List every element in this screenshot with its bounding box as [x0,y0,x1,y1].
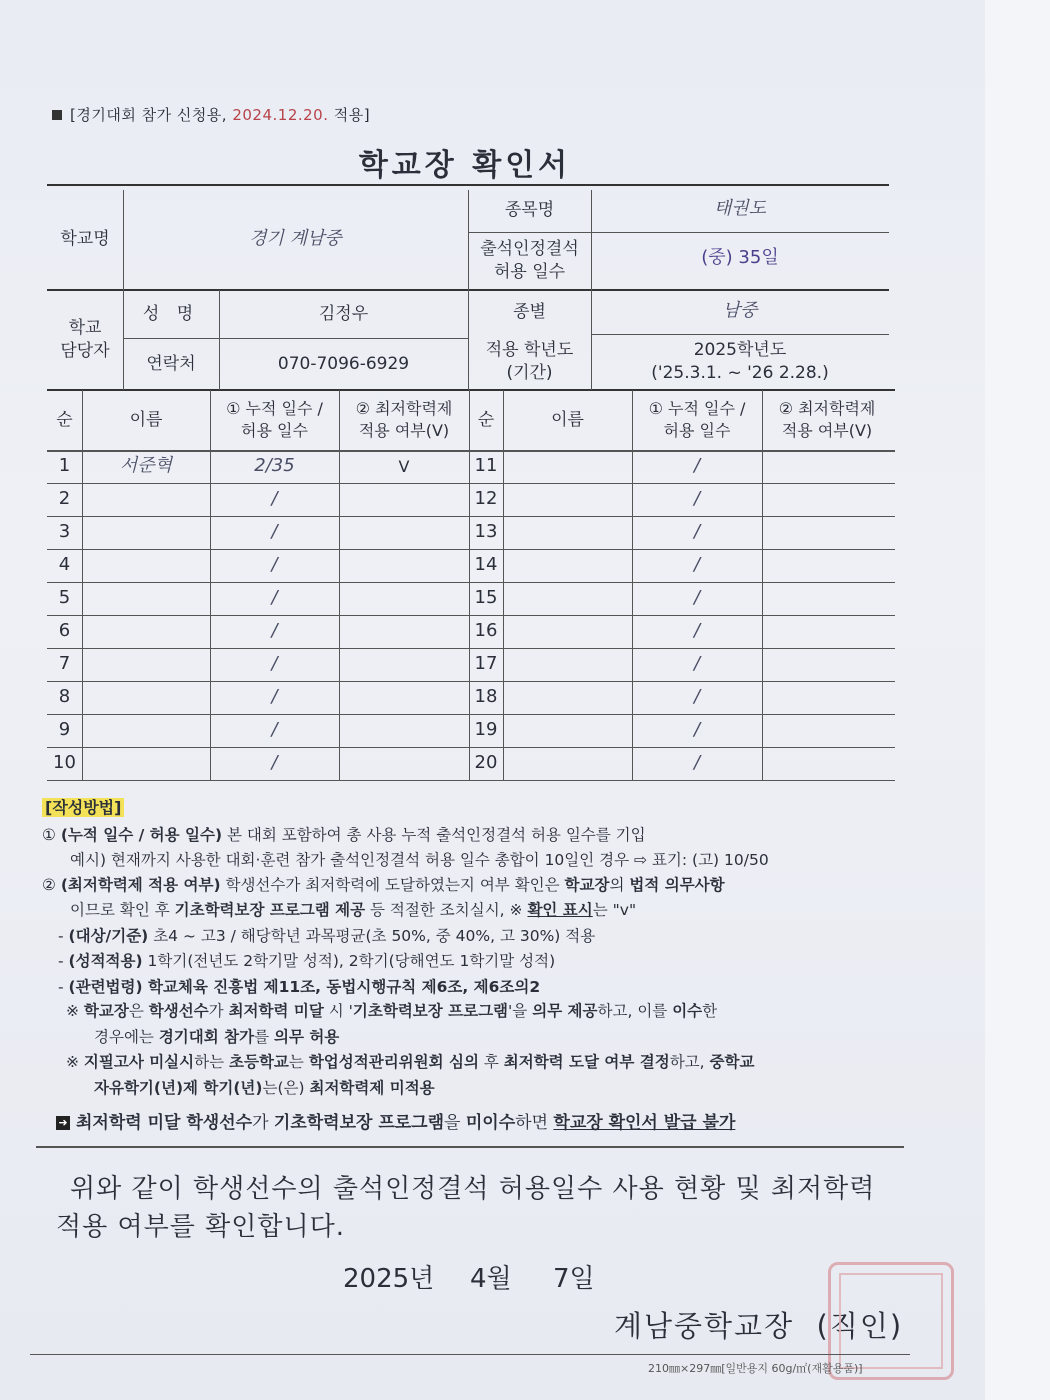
contact-label: 연락처 [146,353,196,374]
row-check [339,516,469,549]
row-days: / [693,521,701,543]
row-name [82,582,210,615]
method-bottom-rule [36,1146,904,1148]
header-note-date: 2024.12.20. [232,106,329,124]
header-note: [경기대회 참가 신청용, 2024.12.20. 적용] [52,104,370,125]
school-value: 경기 계남중 [249,228,342,250]
row-name [82,714,210,747]
method-line-7: - (관련법령) 학교체육 진흥법 제11조, 동법시행규칙 제6조, 제6조의2 [58,978,541,996]
statement-line-2: 적용 여부를 확인합니다. [56,1212,345,1242]
paper-edge [985,0,1050,1400]
method-line-1: ① (누적 일수 / 허용 일수) 본 대회 포함하여 총 사용 누적 출석인정결석 허용 일수를 기입 [42,826,646,844]
header-no-right: 순 [477,409,495,430]
header-name-right: 이름 [551,409,584,430]
row-days: / [271,488,278,510]
row-check [762,615,892,648]
row-days: / [693,653,701,675]
row-name [503,549,632,582]
date-year: 2025년 [343,1264,435,1294]
row-days: / [693,752,701,774]
absence-value: (중) 35일 [701,246,779,268]
contact-value: 070-7096-6929 [277,353,410,374]
row-name [503,582,632,615]
method-line-9: 경우에는 경기대회 참가를 의무 허용 [94,1028,340,1046]
row-check [762,648,892,681]
method-line-3: ② (최저학력제 적용 여부) 학생선수가 최저학력에 도달하였는지 여부 확인은 학교장의 법적 의무사항 [42,876,725,894]
row-days: / [693,455,701,477]
row-check [339,747,469,780]
row-days: / [693,719,701,741]
row-number: 12 [474,488,498,510]
method-tag: [작성방법] [42,797,124,819]
row-number: 14 [474,554,498,576]
row-number: 7 [58,653,71,675]
row-name [503,714,632,747]
row-name [503,615,632,648]
row-number: 11 [474,455,498,477]
row-check [762,681,892,714]
row-number: 16 [474,620,498,642]
paper-spec-footer: 210㎜×297㎜[일반용지 60g/㎡(재활용품)] [648,1362,863,1375]
row-check [339,615,469,648]
category-value: 남중 [722,299,758,321]
row-check [762,582,892,615]
document-title: 학교장 확인서 [358,148,572,183]
row-name [503,483,632,516]
row-number: 13 [474,521,498,543]
row-number: 3 [58,521,71,543]
row-name: 서준혁 [119,455,173,477]
header-days-left: ① 누적 일수 / 허용 일수 [226,399,323,440]
row-days: / [271,554,278,576]
row-check [762,450,892,483]
row-check [339,681,469,714]
row-check [762,483,892,516]
row-number: 2 [58,488,71,510]
row-name [82,747,210,780]
event-label: 종목명 [504,199,555,220]
row-number: 5 [58,587,71,609]
row-number: 17 [474,653,498,675]
row-number: 10 [53,752,76,774]
row-check [762,747,892,780]
row-number: 4 [58,554,71,576]
event-value: 태권도 [713,197,767,219]
row-check: V [398,456,410,476]
row-days: / [271,719,278,741]
absence-label: 출석인정결석 허용 일수 [480,239,579,282]
row-number: 6 [58,620,71,642]
row-name [82,483,210,516]
row-number: 1 [58,455,71,477]
row-name [503,516,632,549]
row-name [503,747,632,780]
footer-rule [30,1354,910,1355]
row-name [503,681,632,714]
header-days-right: ① 누적 일수 / 허용 일수 [648,399,746,440]
header-min-left: ② 최저학력제 적용 여부(V) [355,399,453,440]
header-name-left: 이름 [129,409,163,430]
date-day: 7일 [553,1264,595,1294]
header-no-left: 순 [56,409,73,430]
header-min-right: ② 최저학력제 적용 여부(V) [778,399,876,440]
row-name [82,516,210,549]
row-days: / [693,488,701,510]
method-line-6: - (성적적용) 1학기(전년도 2학기말 성적), 2학기(당해연도 1학기말 성적) [58,952,556,970]
row-name [82,615,210,648]
row-name [82,681,210,714]
row-check [339,714,469,747]
row-days: / [693,587,701,609]
principal-signature: 계남중학교장 (직인) [614,1309,904,1343]
name-value: 김정우 [318,303,369,324]
row-check [762,516,892,549]
method-line-10: ※ 지필고사 미실시하는 초등학교는 학업성적관리위원회 심의 후 최저학력 도달 여부 결정하고, 중학교 [66,1053,755,1071]
method-line-11: 자유학기(년)제 학기(년)는(은) 최저학력제 미적용 [94,1079,435,1097]
date-month: 4월 [470,1264,512,1294]
arrow-box-icon: ➜ [56,1116,70,1130]
row-number: 15 [474,587,498,609]
method-line-2: 예시) 현재까지 사용한 대회·훈련 참가 출석인정결석 허용 일수 총합이 10일인 경우 ⇨ 표기: (고) 10/50 [70,851,769,869]
year-label: 적용 학년도 (기간) [485,340,574,383]
school-label: 학교명 [60,229,110,250]
manager-label: 학교 담당자 [60,317,110,361]
row-number: 19 [474,719,498,741]
row-check [762,714,892,747]
row-days: / [271,587,278,609]
row-check [339,483,469,516]
statement-line-1: 위와 같이 학생선수의 출석인정결석 허용일수 사용 현황 및 최저학력 [70,1174,876,1204]
row-days: / [271,686,278,708]
name-label: 성 명 [142,303,200,324]
year-value: 2025학년도 ('25.3.1. ~ '26 2.28.) [651,340,829,383]
row-name [82,549,210,582]
row-number: 9 [58,719,71,741]
row-days: / [271,752,278,774]
row-days: / [693,620,701,642]
row-number: 20 [474,752,498,774]
row-days: / [693,686,701,708]
row-days: / [271,653,278,675]
row-check [339,648,469,681]
category-label: 종별 [513,301,546,322]
row-check [339,582,469,615]
row-days: / [271,521,278,543]
row-name [503,648,632,681]
table-row-line [47,780,895,781]
method-line-8: ※ 학교장은 학생선수가 최저학력 미달 시 '기초학력보장 프로그램'을 의무 제공하고, 이를 이수한 [66,1002,718,1020]
method-line-4: 이므로 확인 후 기초학력보장 프로그램 제공 등 적절한 조치실시, ※ 확인 표시는 "v" [70,901,637,919]
row-days: / [693,554,701,576]
row-days: / [271,620,278,642]
row-check [762,549,892,582]
row-name [503,450,632,483]
square-bullet-icon [52,110,62,120]
row-days: 2/35 [254,455,295,477]
row-check [339,549,469,582]
row-name [82,648,210,681]
row-number: 18 [474,686,498,708]
row-number: 8 [58,686,71,708]
method-line-5: - (대상/기준) 초4 ~ 고3 / 해당학년 과목평균(초 50%, 중 40%, 고 30%) 적용 [58,927,596,945]
method-line-12: ➜ 최저학력 미달 학생선수가 기초학력보장 프로그램을 미이수하면 학교장 확인서 발급 불가 [56,1112,735,1136]
